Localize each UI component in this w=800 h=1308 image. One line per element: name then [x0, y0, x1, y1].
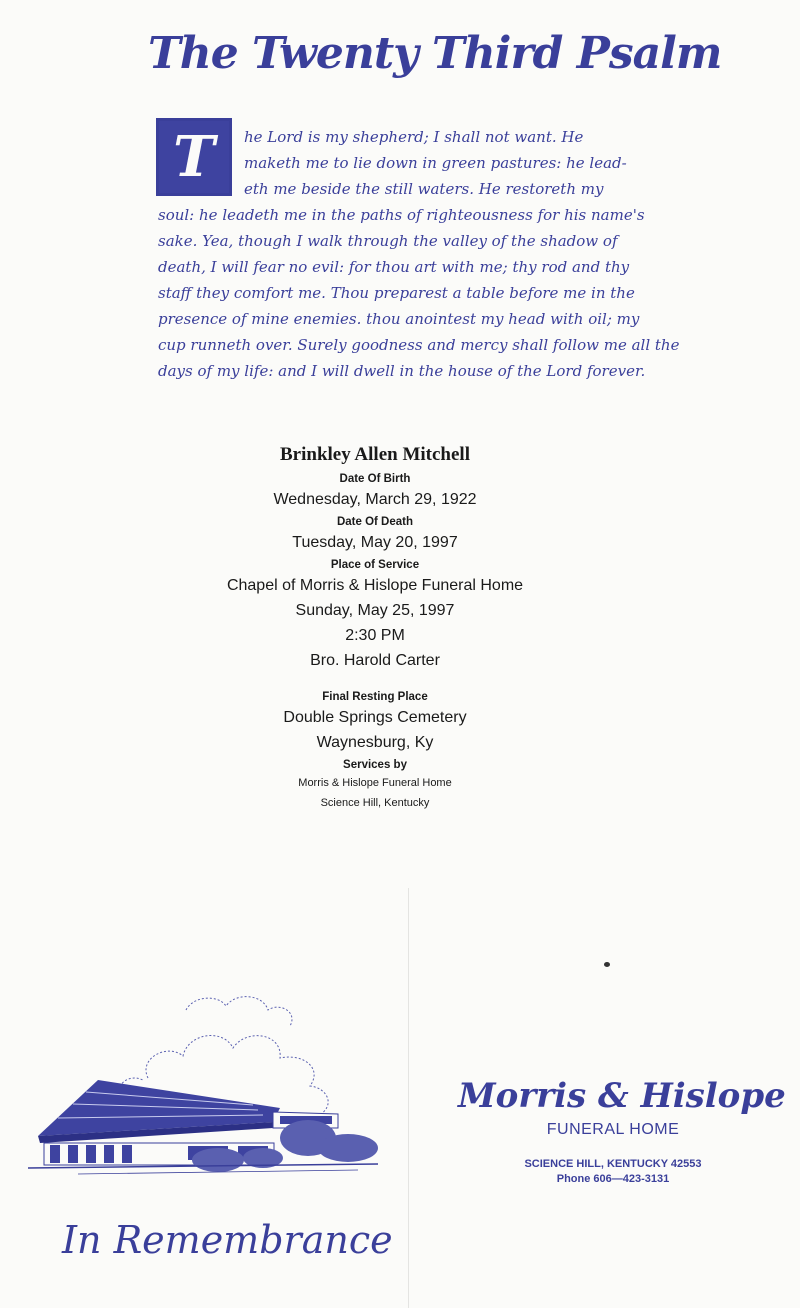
service-label: Place of Service	[330, 559, 420, 571]
psalm-line: death, I will fear no evil: for thou art with me; thy rod and thy	[158, 258, 630, 276]
psalm-line: he Lord is my shepherd; I shall not want. He	[244, 128, 584, 146]
psalm-line: days of my life: and I will dwell in the house of the Lord forever.	[158, 362, 646, 380]
funeral-home-name: Morris & Hislope	[458, 1076, 786, 1116]
drop-cap-letter: T	[173, 124, 215, 190]
obituary-details	[180, 444, 570, 817]
paper-speck	[604, 962, 610, 967]
psalm-line: eth me beside the still waters. He restoreth my	[244, 180, 604, 198]
funeral-home-subtitle: FUNERAL HOME	[546, 1121, 680, 1138]
service-date: Sunday, May 25, 1997	[295, 602, 455, 619]
funeral-home-phone: Phone 606—423-3131	[556, 1173, 670, 1185]
psalm-line: presence of mine enemies. thou anointest my head with oil; my	[158, 310, 640, 328]
psalm-line: soul: he leadeth me in the paths of righteousness for his name's	[158, 206, 645, 224]
services-by-label: Services by	[343, 759, 407, 771]
deceased-name: Brinkley Allen Mitchell	[280, 444, 470, 465]
psalm-line: staff they comfort me. Thou preparest a table before me in the	[158, 284, 635, 302]
psalm-title: The Twenty Third Psalm	[148, 28, 722, 79]
service-time: 2:30 PM	[345, 627, 405, 644]
psalm-line: maketh me to lie down in green pastures: he lead-	[244, 154, 627, 172]
psalm-line: cup runneth over. Surely goodness and mercy shall follow me all the	[158, 336, 680, 354]
psalm-line: sake. Yea, though I walk through the valley of the shadow of	[158, 232, 618, 250]
funeral-home-address: SCIENCE HILL, KENTUCKY 42553	[524, 1158, 702, 1170]
resting-place-label: Final Resting Place	[322, 691, 428, 703]
cemetery-name: Double Springs Cemetery	[283, 709, 467, 726]
birth-date: Wednesday, March 29, 1922	[273, 491, 477, 508]
services-by-location: Science Hill, Kentucky	[320, 797, 430, 809]
services-by-name: Morris & Hislope Funeral Home	[298, 777, 452, 789]
drop-cap-ornament	[156, 118, 232, 196]
officiant: Bro. Harold Carter	[310, 652, 440, 669]
service-place: Chapel of Morris & Hislope Funeral Home	[226, 577, 524, 594]
fold-line	[408, 888, 409, 1308]
death-date: Tuesday, May 20, 1997	[292, 534, 458, 551]
funeral-home-building-illustration	[18, 988, 398, 1178]
death-label: Date Of Death	[336, 516, 414, 528]
birth-label: Date Of Birth	[339, 473, 411, 485]
in-remembrance-script: In Remembrance	[62, 1218, 393, 1262]
cemetery-location: Waynesburg, Ky	[316, 734, 434, 751]
